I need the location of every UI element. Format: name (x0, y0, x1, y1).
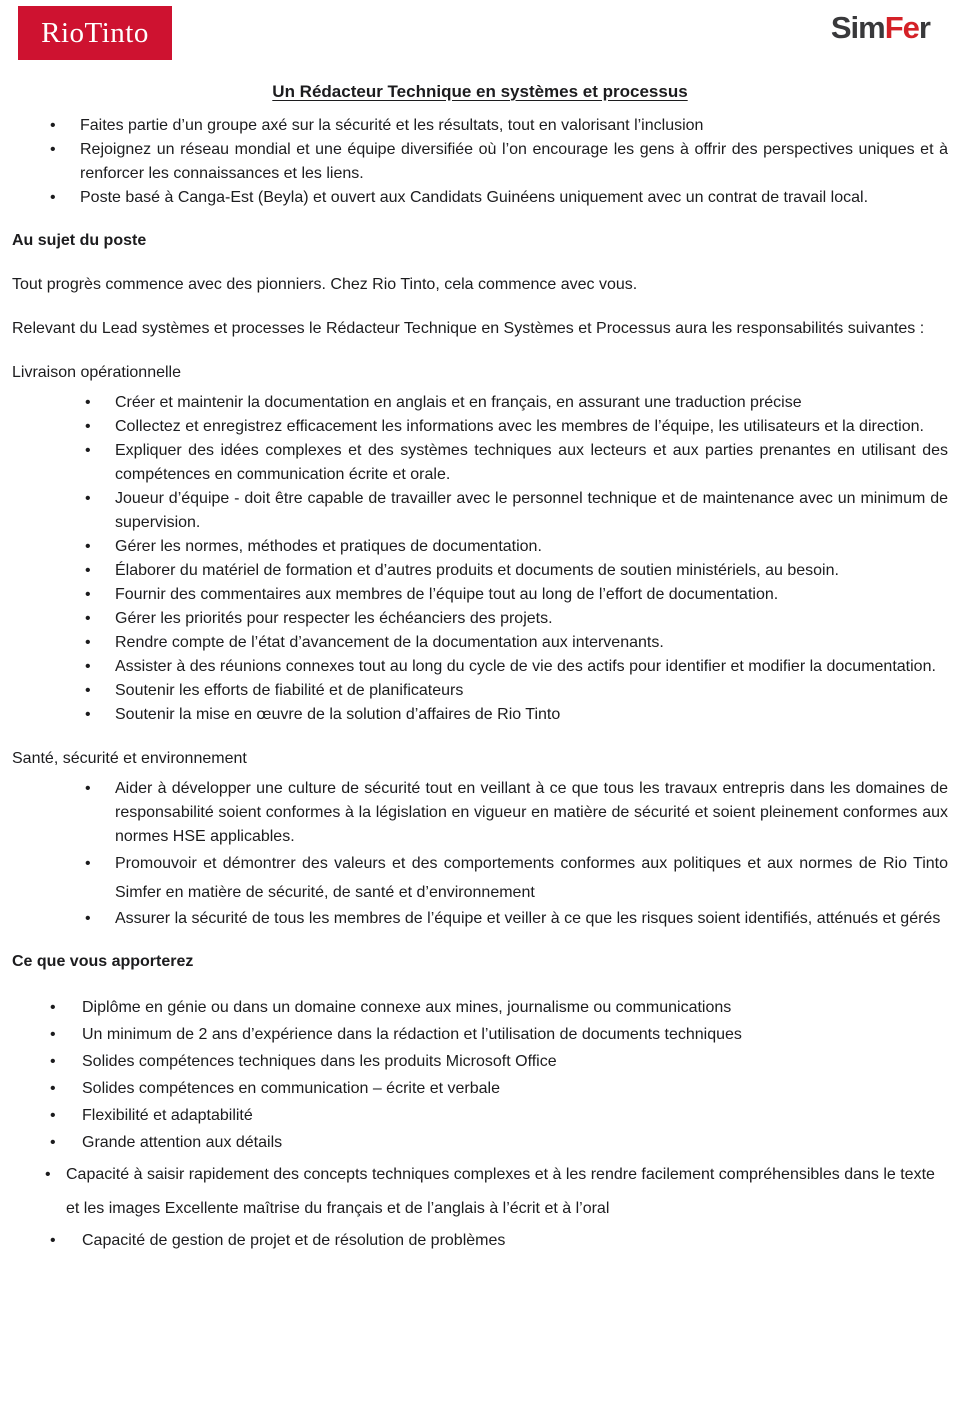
list-item-text: Expliquer des idées complexes et des systèmes techniques aux lecteurs et aux parties prenantes en utilisant des compétences en communication écrite et orale. (115, 442, 948, 483)
list-item (50, 1131, 948, 1155)
list-item (50, 1229, 948, 1253)
section-heading-bring: Ce que vous apporterez (12, 953, 194, 970)
list-item-text: Poste basé à Canga-Est (Beyla) et ouvert aux Candidats Guinéens uniquement avec un contrat de travail local. (80, 189, 869, 206)
bullet-icon (85, 849, 115, 907)
list-item-text: Capacité de gestion de projet et de résolution de problèmes (82, 1232, 506, 1249)
list-item (50, 1104, 948, 1128)
bullet-icon (50, 1077, 82, 1101)
list-item (85, 439, 948, 487)
list-item-text: Flexibilité et adaptabilité (82, 1107, 253, 1124)
list-item-text: Fournir des commentaires aux membres de l’équipe tout au long de l’effort de documentation. (115, 586, 779, 603)
page-title (12, 82, 948, 102)
bring-bullet-list (12, 996, 948, 1253)
simfer-logo-sim: Sim (830, 10, 885, 45)
list-item-text: Solides compétences en communication – écrite et verbale (82, 1080, 500, 1097)
paragraph-reporting-line: Relevant du Lead systèmes et processes le Rédacteur Technique en Systèmes et Processus aura les responsabilités suivantes : (12, 320, 925, 337)
list-item-text: Rendre compte de l’état d’avancement de la documentation aux intervenants. (115, 634, 664, 651)
bullet-icon (50, 1229, 82, 1253)
list-item-text: Un minimum de 2 ans d’expérience dans la rédaction et l’utilisation de documents techniques (82, 1026, 742, 1043)
bullet-icon (50, 996, 82, 1020)
operational-bullet-list (12, 391, 948, 727)
riotinto-logo-text: RioTinto (41, 16, 149, 49)
list-item (50, 138, 948, 186)
list-item-text: Promouvoir et démontrer des valeurs et des comportements conformes aux politiques et aux normes de Rio Tinto Simfer en matière de sécurité, de santé et d’environnement (115, 855, 948, 901)
simfer-logo-r: r (918, 10, 930, 45)
subsection-heading-hse: Santé, sécurité et environnement (12, 750, 247, 767)
list-item-text: Soutenir les efforts de fiabilité et de planificateurs (115, 682, 464, 699)
bullet-icon (85, 907, 115, 931)
list-item (85, 559, 948, 583)
list-item (85, 679, 948, 703)
bullet-icon (85, 777, 115, 849)
simfer-logo (831, 10, 930, 46)
list-item-text: Collectez et enregistrez efficacement les informations avec les membres de l’équipe, les utilisateurs et la direction. (115, 418, 924, 435)
list-item (50, 114, 948, 138)
simfer-logo-fe: Fe (884, 10, 919, 45)
list-item-text: Diplôme en génie ou dans un domaine connexe aux mines, journalisme ou communications (82, 999, 732, 1016)
bullet-icon (85, 439, 115, 487)
list-item (85, 583, 948, 607)
bullet-icon (45, 1158, 66, 1226)
bullet-icon (50, 1050, 82, 1074)
bullet-icon (85, 703, 115, 727)
list-item-text: Rejoignez un réseau mondial et une équipe diversifiée où l’on encourage les gens à offrir des perspectives uniques et à renforcer les connaissances et les liens. (80, 141, 948, 182)
list-item (85, 391, 948, 415)
bullet-icon (85, 583, 115, 607)
bullet-icon (85, 391, 115, 415)
hse-bullet-list (12, 777, 948, 931)
list-item-text: Faites partie d’un groupe axé sur la sécurité et les résultats, tout en valorisant l’inclusion (80, 117, 704, 134)
list-item-text: Solides compétences techniques dans les produits Microsoft Office (82, 1053, 557, 1070)
list-item (85, 849, 948, 907)
list-item (85, 703, 948, 727)
list-item-text: Gérer les priorités pour respecter les échéanciers des projets. (115, 610, 553, 627)
list-item-text: Élaborer du matériel de formation et d’autres produits et documents de soutien ministériels, au besoin. (115, 562, 839, 579)
list-item (50, 186, 948, 210)
header (12, 0, 948, 66)
list-item (85, 535, 948, 559)
list-item (50, 996, 948, 1020)
bullet-icon (50, 1104, 82, 1128)
page-title-text: Un Rédacteur Technique en systèmes et processus (272, 82, 688, 101)
bullet-icon (50, 114, 80, 138)
list-item (85, 655, 948, 679)
subsection-heading-operational: Livraison opérationnelle (12, 364, 181, 381)
list-item-text: Joueur d’équipe - doit être capable de travailler avec le personnel technique et de maintenance avec un minimum de supervision. (115, 490, 948, 531)
list-item-text: Assister à des réunions connexes tout au long du cycle de vie des actifs pour identifier et modifier la documentation. (115, 658, 936, 675)
bullet-icon (85, 607, 115, 631)
list-item-text: Grande attention aux détails (82, 1134, 283, 1151)
bullet-icon (50, 138, 80, 186)
list-item-text: Créer et maintenir la documentation en anglais et en français, en assurant une traduction précise (115, 394, 802, 411)
bullet-icon (85, 535, 115, 559)
list-item-text: Gérer les normes, méthodes et pratiques de documentation. (115, 538, 542, 555)
list-item (45, 1158, 948, 1226)
bullet-icon (85, 631, 115, 655)
list-item (50, 1077, 948, 1101)
bullet-icon (50, 1023, 82, 1047)
bullet-icon (85, 559, 115, 583)
list-item (85, 415, 948, 439)
list-item (85, 777, 948, 849)
riotinto-logo (18, 6, 172, 60)
paragraph-pioneers: Tout progrès commence avec des pionniers. Chez Rio Tinto, cela commence avec vous. (12, 276, 638, 293)
list-item (85, 487, 948, 535)
list-item-text: Aider à développer une culture de sécurité tout en veillant à ce que tous les travaux entrepris dans les domaines de responsabilité soient conformes à la législation en vigueur en matière de sécurité et soient pleinement conformes aux normes HSE applicables. (115, 780, 948, 845)
list-item-text: Soutenir la mise en œuvre de la solution d’affaires de Rio Tinto (115, 706, 561, 723)
bullet-icon (50, 1131, 82, 1155)
list-item (50, 1050, 948, 1074)
list-item (85, 607, 948, 631)
section-heading-about: Au sujet du poste (12, 232, 147, 249)
bullet-icon (85, 655, 115, 679)
list-item-text: Capacité à saisir rapidement des concepts techniques complexes et à les rendre facilement compréhensibles dans le texte et les images Excellente maîtrise du français et de l’anglais à l’écrit et à l’oral (66, 1166, 935, 1217)
bullet-icon (85, 487, 115, 535)
list-item (85, 907, 948, 931)
intro-bullet-list (12, 114, 948, 210)
list-item (50, 1023, 948, 1047)
bullet-icon (50, 186, 80, 210)
list-item (85, 631, 948, 655)
bullet-icon (85, 679, 115, 703)
bullet-icon (85, 415, 115, 439)
list-item-text: Assurer la sécurité de tous les membres de l’équipe et veiller à ce que les risques soient identifiés, atténués et gérés (115, 910, 941, 927)
